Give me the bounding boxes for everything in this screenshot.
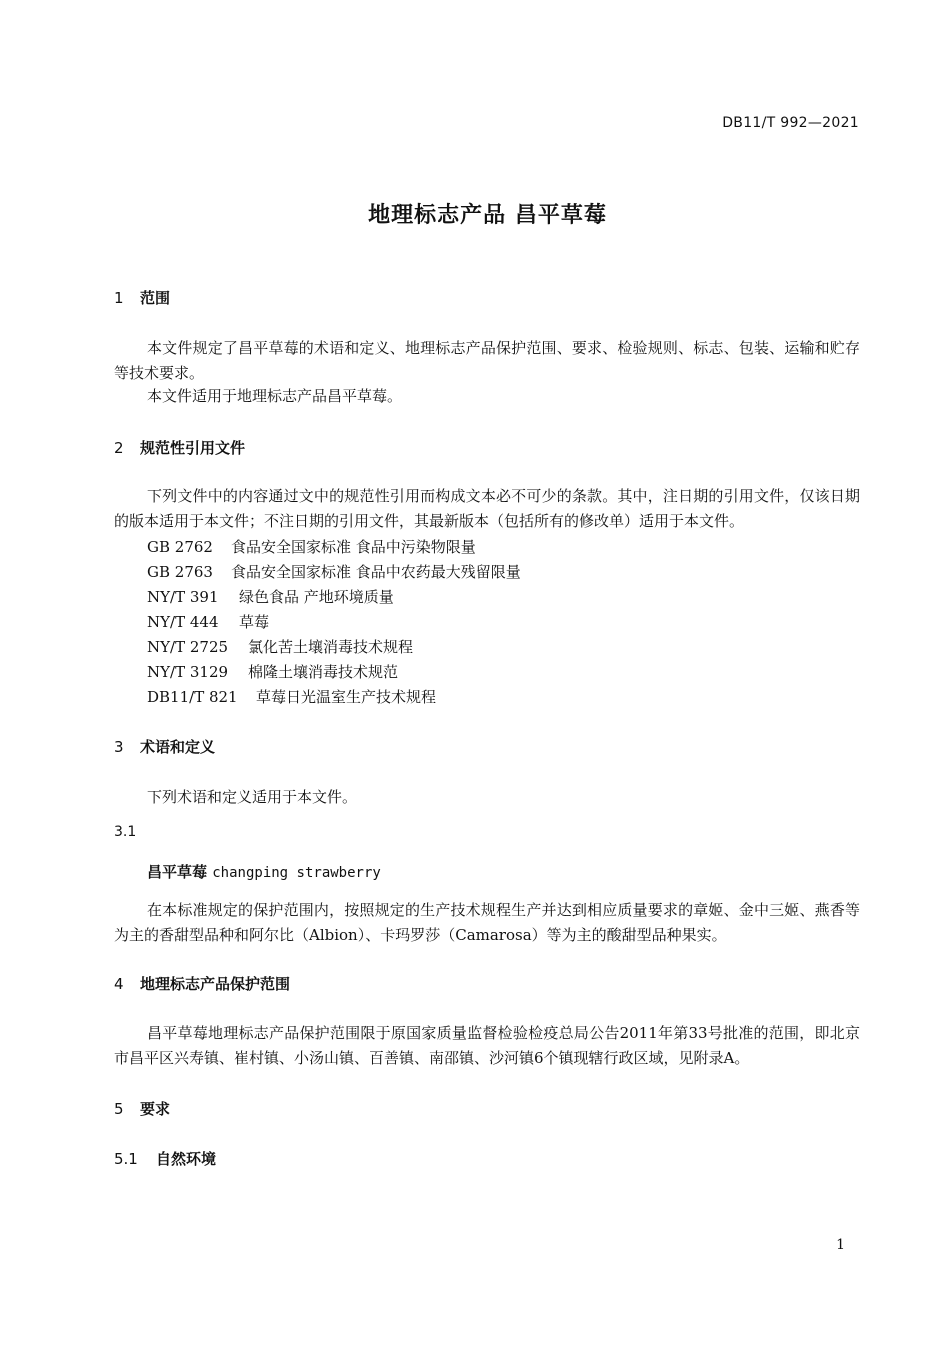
section-5-1-number: 5.1 xyxy=(114,1150,138,1168)
section-4-heading xyxy=(114,973,290,994)
term-definition: 在本标准规定的保护范围内，按照规定的生产技术规程生产并达到相应质量要求的章姬、金中三姬、燕香等为主的香甜型品种和阿尔比（Albion）、卡玛罗莎（Camarosa）等为主的酸甜型品种果实。 xyxy=(114,901,860,944)
section-4-title: 地理标志产品保护范围 xyxy=(140,975,291,993)
page-number: 1 xyxy=(836,1237,845,1253)
reference-item xyxy=(147,661,398,682)
reference-item xyxy=(147,536,476,557)
reference-code: NY/T 3129 xyxy=(147,663,229,681)
section-2-title: 规范性引用文件 xyxy=(140,439,246,457)
term-name-en: changping strawberry xyxy=(212,865,381,881)
reference-item xyxy=(147,686,436,707)
section-5-1-title: 自然环境 xyxy=(156,1150,217,1168)
term-name-cn: 昌平草莓 xyxy=(147,863,208,881)
reference-code: GB 2763 xyxy=(147,563,213,581)
reference-item xyxy=(147,586,394,607)
section-1-paragraph-1: 本文件规定了昌平草莓的术语和定义、地理标志产品保护范围、要求、检验规则、标志、包装、运输和贮存等技术要求。 xyxy=(114,339,860,382)
document-title: 地理标志产品 昌平草莓 xyxy=(368,203,607,228)
reference-code: NY/T 2725 xyxy=(147,638,229,656)
reference-code: DB11/T 821 xyxy=(147,688,238,706)
section-5-number: 5 xyxy=(114,1100,124,1118)
section-2-number: 2 xyxy=(114,439,124,457)
reference-item xyxy=(147,611,269,632)
section-4-paragraph-1: 昌平草莓地理标志产品保护范围限于原国家质量监督检验检疫总局公告2011年第33号批准的范围，即北京市昌平区兴寿镇、崔村镇、小汤山镇、百善镇、南邵镇、沙河镇6个镇现辖行政区域，见附录A。 xyxy=(114,1024,860,1067)
section-1-paragraph-2: 本文件适用于地理标志产品昌平草莓。 xyxy=(147,387,403,405)
section-5-1-heading xyxy=(114,1148,216,1169)
section-5-title: 要求 xyxy=(140,1100,171,1118)
term-title xyxy=(147,861,381,882)
reference-name: 草莓日光温室生产技术规程 xyxy=(256,688,437,706)
section-4-number: 4 xyxy=(114,975,124,993)
section-2-heading xyxy=(114,437,245,458)
section-5-heading xyxy=(114,1098,170,1119)
reference-name: 食品安全国家标准 食品中农药最大残留限量 xyxy=(231,563,521,581)
section-3-number: 3 xyxy=(114,738,124,756)
section-1-title: 范围 xyxy=(140,289,171,307)
reference-name: 食品安全国家标准 食品中污染物限量 xyxy=(231,538,476,556)
reference-code: GB 2762 xyxy=(147,538,213,556)
reference-name: 氯化苦土壤消毒技术规程 xyxy=(248,638,414,656)
section-3-title: 术语和定义 xyxy=(140,738,216,756)
term-number: 3.1 xyxy=(114,824,137,840)
section-3-heading xyxy=(114,736,215,757)
section-1-number: 1 xyxy=(114,289,124,307)
standard-code: DB11/T 992—2021 xyxy=(722,115,859,131)
section-1-heading xyxy=(114,287,170,308)
reference-name: 草莓 xyxy=(239,613,270,631)
reference-name: 绿色食品 产地环境质量 xyxy=(239,588,394,606)
reference-code: NY/T 444 xyxy=(147,613,219,631)
reference-item xyxy=(147,636,413,657)
reference-item xyxy=(147,561,521,582)
section-2-paragraph-1: 下列文件中的内容通过文中的规范性引用而构成文本必不可少的条款。其中，注日期的引用文件，仅该日期的版本适用于本文件；不注日期的引用文件，其最新版本（包括所有的修改单）适用于本文件。 xyxy=(114,487,860,530)
reference-code: NY/T 391 xyxy=(147,588,219,606)
section-3-paragraph-1: 下列术语和定义适用于本文件。 xyxy=(147,788,358,806)
reference-name: 棉隆土壤消毒技术规范 xyxy=(248,663,399,681)
